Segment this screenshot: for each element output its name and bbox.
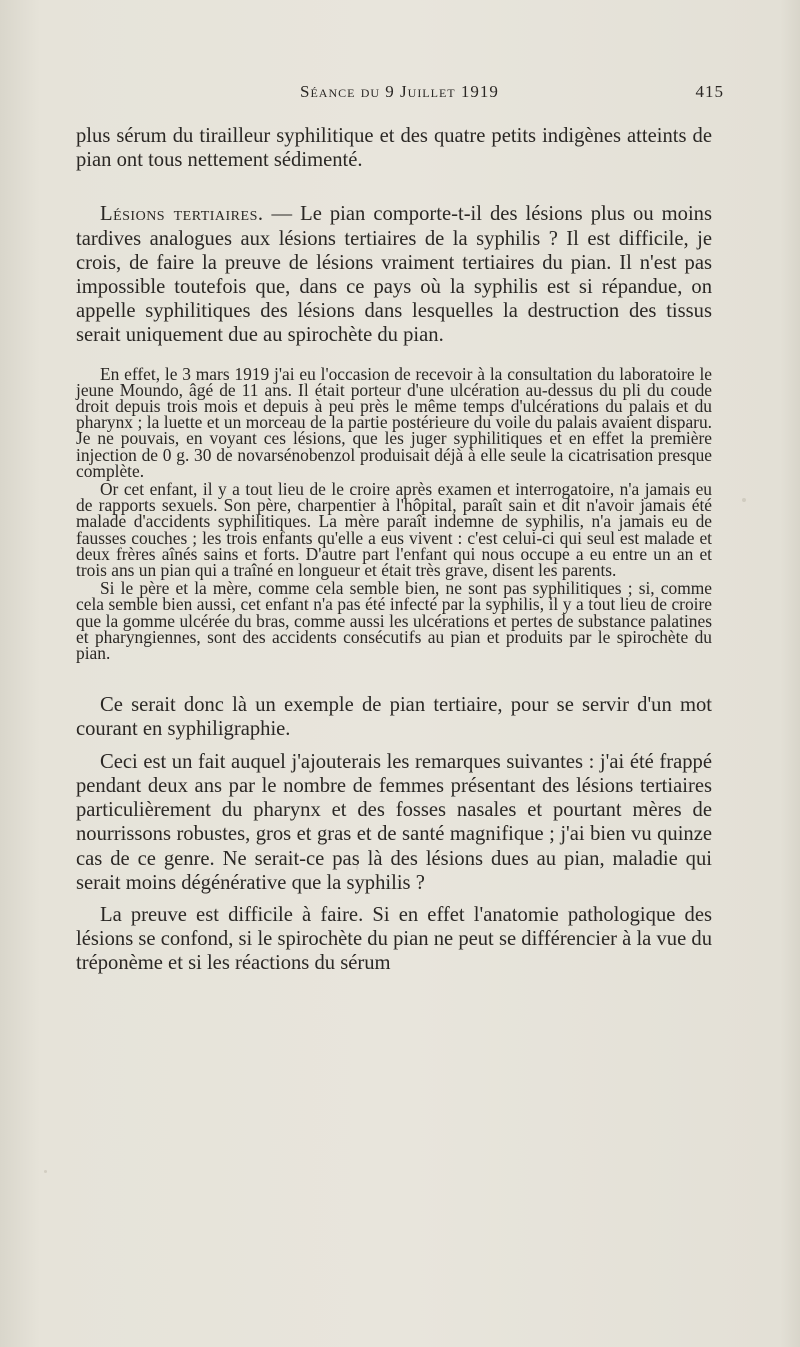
paper-speck (742, 498, 746, 502)
paragraph-proof: La preuve est difficile à faire. Si en effet l'anatomie pathologique des lésions se confond, si le spirochète du pian ne peut se différencier à la vue du tréponème et si les réactions du sérum (76, 903, 712, 975)
paragraph-continuation: plus sérum du tirailleur syphilitique et des quatre petits indigènes atteints de pian ont tous nettement sédimenté. (76, 125, 712, 172)
paragraph-tertiary-example: Ce serait donc là un exemple de pian tertiaire, pour se servir d'un mot courant en syphiligraphie. (76, 694, 712, 741)
paper-speck (44, 1170, 47, 1173)
page-number: 415 (695, 82, 724, 101)
case-paragraph-1: En effet, le 3 mars 1919 j'ai eu l'occasion de recevoir à la consultation du laboratoire le jeune Moundo, âgé de 11 ans. Il était porteur d'une ulcération au-dessus du pli du coude droit depuis trois mois et depuis à peu près le même temps d'ulcérations du palais et du pharynx ; la luette et un morceau de la partie postérieure du voile du palais avaient disparu. Je ne pouvais, en voyant ces lésions, que les juger syphilitiques et en effet la première injection de 0 g. 30 de novarsénobenzol produisait déjà à elle seule la cicatrisation presque complète. (76, 363, 712, 481)
case-paragraph-3: Si le père et la mère, comme cela semble bien, ne sont pas syphilitiques ; si, comme cela semble bien aussi, cet enfant n'a pas été infecté par la syphilis, il y a tout lieu de croire que la gomme ulcérée du bras, comme aussi les ulcérations et pertes de substance palatines et pharyngiennes, sont des accidents consécutifs au pian et produits par le spirochète du pian. (76, 578, 712, 664)
page-header (80, 82, 730, 112)
case-paragraph-2: Or cet enfant, il y a tout lieu de le croire après examen et interrogatoire, n'a jamais eu de rapports sexuels. Son père, charpentier à l'hôpital, paraît sain et dit n'avoir jamais été malade d'accidents syphilitiques. La mère paraît indemne de syphilis, n'a jamais eu de fausses couches ; les trois enfants qu'elle a eus vivent : c'est celui-ci qui seul est malade et deux frères aînés sains et forts. D'autre part l'enfant qui nous occupe a eu entre un an et trois ans un pian qui a traîné en longueur et était très grave, disent les parents. (76, 479, 712, 581)
page-body (76, 124, 712, 976)
paragraph-remarks: Ceci est un fait auquel j'ajouterais les remarques suivantes : j'ai été frappé pendant deux ans par le nombre de femmes présentant des lésions tertiaires particulièrement du pharynx et des fosses nasales et pourtant mères de nourrissons robustes, gros et gras et de santé magnifique ; j'ai bien vu quinze cas de ce genre. Ne serait-ce pas là des lésions dues au pian, maladie qui serait moins dégénérative que la syphilis ? (76, 750, 712, 894)
running-head: Séance du 9 Juillet 1919 (300, 82, 499, 101)
paragraph-tertiary-lesions (76, 202, 712, 347)
paragraph-text: — Le pian comporte-t-il des lésions plus ou moins tardives analogues aux lésions tertiaires de la syphilis ? Il est difficile, je crois, de faire la preuve de lésions vraiment tertiaires du pian. Il n'est pas impossible toutefois que, dans ce pays où la syphilis est si répandue, on appelle syphilitiques des lésions dans lesquelles la destruction des tissus serait uniquement due au spirochète du pian. (76, 203, 712, 347)
section-title: Lésions tertiaires. (100, 203, 264, 226)
